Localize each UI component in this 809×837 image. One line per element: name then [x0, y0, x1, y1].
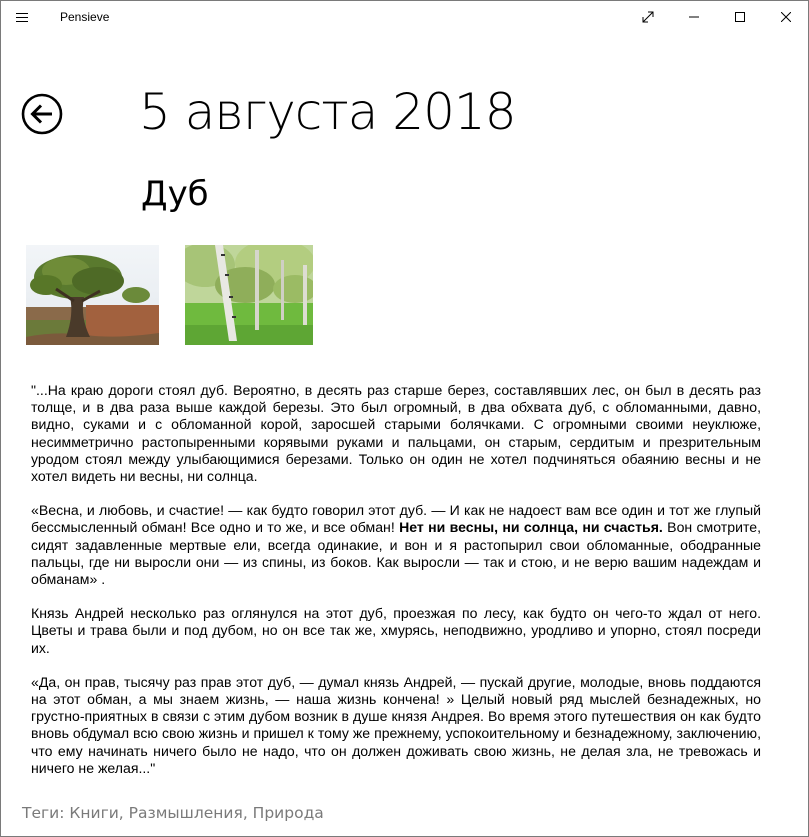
back-arrow-icon: [21, 93, 63, 135]
fullscreen-button[interactable]: [625, 1, 671, 33]
title-bar[interactable]: [1, 1, 808, 33]
minimize-button[interactable]: [671, 1, 717, 33]
paragraph: [31, 502, 761, 588]
paragraph: «Да, он прав, тысячу раз прав этот дуб, — думал князь Андрей, — пускай другие, молодые, вновь поддаются на этот обман, а мы знаем жизнь, — наша жизнь кончена! » Целый новый ряд мыслей безнадежных, но грустно-приятных в связи с этим дубом возник в душе князя Андрея. Во время этого путешествия он как будто вновь обдумал всю свою жизнь и пришел к тому же прежнему, успокоительному и безнадежному, заключению, что ему начинать ничего было не надо, что он должен доживать свою жизнь, не делая зла, не тревожась и ничего не желая...": [31, 673, 761, 776]
back-button[interactable]: [21, 93, 63, 135]
maximize-icon: [735, 12, 745, 22]
hamburger-menu-icon[interactable]: [11, 7, 39, 27]
close-button[interactable]: [763, 1, 809, 33]
app-title: Pensieve: [60, 10, 110, 24]
birch-forest-photo[interactable]: [185, 245, 313, 345]
paragraph: Князь Андрей несколько раз оглянулся на этот дуб, проезжая по лесу, как будто он чего-то ждал от него. Цветы и трава были и под дубом, но он все так же, хмурясь, неподвижно, уродливо и упорно, стоял посреди их.: [31, 605, 761, 656]
minimize-icon: [689, 12, 699, 22]
oak-photo[interactable]: [26, 245, 159, 345]
expand-icon: [642, 11, 654, 23]
tags-label: Теги: Книги, Размышления, Природа: [22, 804, 324, 822]
paragraph: "...На краю дороги стоял дуб. Вероятно, в десять раз старше берез, составлявших лес, он был в десять раз толще, и в два раза выше каждой березы. Это был огромный, в два обхвата дуб, с обломанными, давно, видно, суками и с обломанной корой, заросшей старыми болячками. С огромными своими неуклюже, несимметрично растопыренными корявыми руками и пальцами, он старым, сердитым и презрительным уродом стоял между улыбающимися березами. Только он один не хотел подчиняться обаянию весны и не хотел видеть ни весны, ни солнца.: [31, 382, 761, 485]
entry-text: [31, 382, 761, 777]
maximize-button[interactable]: [717, 1, 763, 33]
entry-title: Дуб: [141, 174, 209, 214]
close-icon: [781, 12, 791, 22]
paragraph-bold-text: Нет ни весны, ни солнца, ни счастья.: [399, 519, 663, 536]
paragraph-text: Вон смотрите, сидят задавленные мертвые ели, всегда одинакие, и вон и я растопырил свои обломанные, ободранные пальцы, где ни выросли они — из спины, из боков. Как выросли — так и стою, и не верю вашим надеждам и обманам» .: [31, 519, 761, 588]
paragraph-text: «Весна, и любовь, и счастие! — как будто говорил этот дуб. — И как не надоест вам все один и тот же глупый бессмысленный обман! Все одно и то же, и все обман!: [31, 502, 761, 536]
entry-date: 5 августа 2018: [139, 83, 516, 141]
